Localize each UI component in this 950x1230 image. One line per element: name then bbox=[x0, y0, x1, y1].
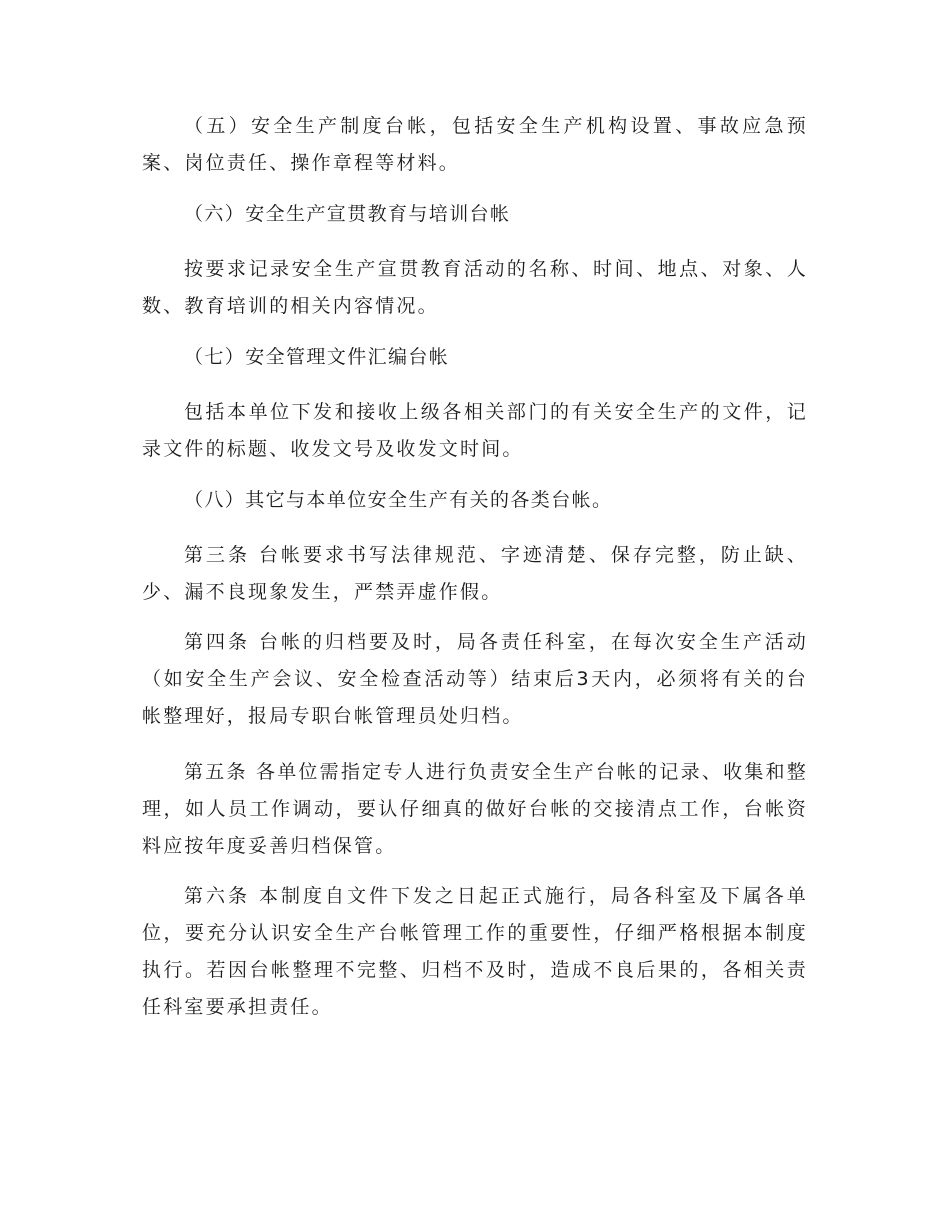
article-5: 第五条 各单位需指定专人进行负责安全生产台帐的记录、收集和整理，如人员工作调动，要认仔细真的做好台帐的交接清点工作，台帐资料应按年度妥善归档保管。 bbox=[142, 761, 808, 857]
paragraph-item-6-body: 按要求记录安全生产宣贯教育活动的名称、时间、地点、对象、人数、教育培训的相关内容情况。 bbox=[142, 258, 808, 317]
heading-item-7: （七）安全管理文件汇编台帐 bbox=[184, 346, 450, 368]
paragraph-item-8: （八）其它与本单位安全生产有关的各类台帐。 bbox=[184, 489, 613, 511]
paragraph-item-7-body: 包括本单位下发和接收上级各相关部门的有关安全生产的文件，记录文件的标题、收发文号及收发文时间。 bbox=[142, 401, 808, 460]
heading-item-6: （六）安全生产宣贯教育与培训台帐 bbox=[184, 203, 511, 225]
paragraph-item-5: （五）安全生产制度台帐，包括安全生产机构设置、事故应急预案、岗位责任、操作章程等材料。 bbox=[142, 115, 808, 174]
article-6: 第六条 本制度自文件下发之日起正式施行，局各科室及下属各单位，要充分认识安全生产台帐管理工作的重要性，仔细严格根据本制度执行。若因台帐整理不完整、归档不及时，造成不良后果的，各相关责任科室要承担责任。 bbox=[142, 885, 808, 1018]
article-4: 第四条 台帐的归档要及时，局各责任科室，在每次安全生产活动（如安全生产会议、安全检查活动等）结束后3天内，必须将有关的台帐整理好，报局专职台帐管理员处归档。 bbox=[142, 631, 808, 727]
article-3: 第三条 台帐要求书写法律规范、字迹清楚、保存完整，防止缺、少、漏不良现象发生，严禁弄虚作假。 bbox=[142, 544, 808, 603]
